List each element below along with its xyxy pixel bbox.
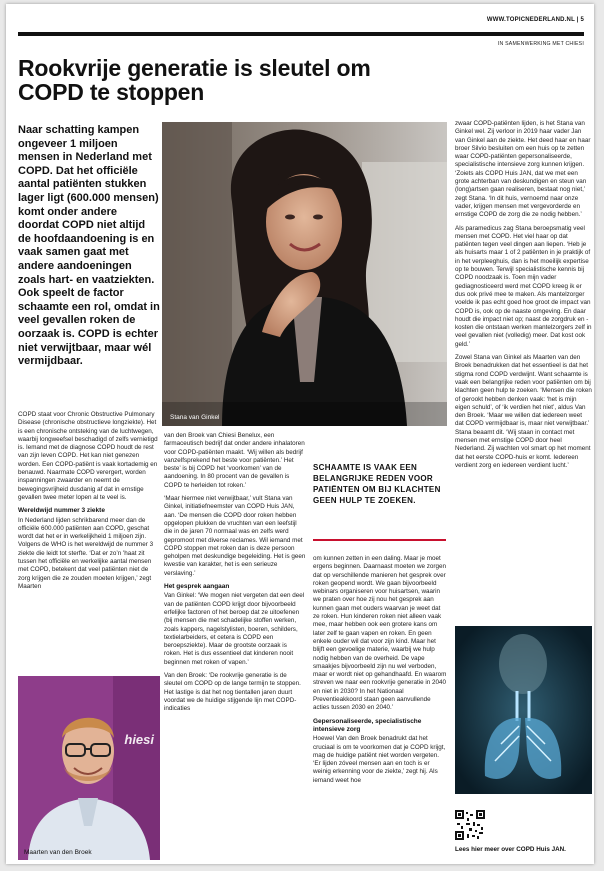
- page-url: WWW.TOPICNEDERLAND.NL | 5: [486, 17, 584, 23]
- chiesi-logo: hiesi: [124, 732, 154, 747]
- column-2: [164, 432, 306, 862]
- lead-paragraph: Naar schatting kampen ongeveer 1 miljoen mensen in Nederland met COPD. Dat het officiële aantal patiënten stukken lager ligt (600.000 mensen) komt onder andere doordat COPD niet altijd de hoofdaandoening is en vaak samen gaat met andere aandoeningen zoals hart- en vaatziekten. Ook speelt de factor schaamte een rol, omdat in veel gevallen roken de oorzaak is. COPD is echter niet verwijtbaar, maar wél vermijdbaar.: [18, 124, 160, 368]
- photo-maarten-van-den-broek: [18, 676, 160, 860]
- headline: Rookvrije generatie is sleutel om COPD te stoppen: [18, 55, 371, 105]
- body-paragraph: ‘Maar hiermee niet verwijtbaar,’ vult Stana van Ginkel, initiatiefneemster van COPD Huis JAN, aan. ‘De mensen die COPD door roken hebben opgelopen plukken de vruchten van een leefstijl die in de jaren 70 normaal was en zelfs werd gepromoot met diverse reclames. Wil iemand met COPD stoppen met roken dan is deze persoon geholpen met deskundige begeleiding. Het is geen kwestie van karakter, het is een serieuze verslaving.’: [164, 495, 306, 577]
- body-paragraph: Hoewel Van den Broek benadrukt dat het cruciaal is om te voorkomen dat je COPD krijgt, mag de huidige patiënt niet worden vergeten. ‘Er lijden zóveel mensen aan en toch is er weinig erkenning voor de ziekte,’ zegt hij. Als iemand weet hoe: [313, 735, 446, 784]
- header-rule: [18, 32, 584, 36]
- column-4: [455, 120, 592, 620]
- pull-quote-rule: [313, 539, 446, 541]
- qr-label: Lees hier meer over COPD Huis JAN.: [455, 846, 566, 853]
- pull-quote: SCHAAMTE IS VAAK EEN BELANGRIJKE REDEN VOOR PATIËNTEN OM BIJ KLACHTEN GEEN HULP TE ZOEKEN.: [313, 463, 441, 505]
- body-paragraph: Van den Broek: ‘De rookvrije generatie is de sleutel om COPD op de lange termijn te stoppen. Het lastige is dat het nog tientallen jaren duurt voordat we de huidige stijgende lijn met COPD-indicaties: [164, 672, 301, 713]
- column-1: [18, 411, 158, 669]
- collaboration-note: IN SAMENWERKING MET CHIESI: [497, 41, 584, 47]
- column-3: [313, 555, 448, 862]
- body-paragraph: om kunnen zetten in een daling. Maar je moet ergens beginnen. Daarnaast moeten we zorgen dat op verschillende manieren het gesprek over roken geopend wordt. We gaan bijvoorbeeld webinars organiseren voor huisartsen, waarin we praten over hoe zij nou het gesprek aan kunnen gaan met ouders waarvan je weet dat ze roken. Hun kinderen roken niet alleen vaak mee, maar hebben ook een grotere kans om later zelf te gaan vapen en roken. En geen enkele ouder wil dat voor zijn kind. Maar het blijft een gevoelige materie, waarbij we hulp nodig hebben van de overheid. De vape smaakjes bijvoorbeeld zijn nu wel verboden, maar er wordt niet op gehandhaafd. En waarom streven we naar een rookvrije generatie in 2040 en niet in 2030? In het Nationaal Preventieakkoord staan geen aanvullende acties tussen 2030 en 2040.’: [313, 555, 447, 712]
- body-paragraph: Als paramedicus zag Stana beroepsmatig veel mensen met COPD. Het viel haar op dat patiënten tegen veel dingen aan liepen. ‘Heb je als huisarts maar 1 of 2 patiënten in je praktijk of in het verpleeghuis, dan is het moeilijk expertise op te bouwen. Terwijl specialistische kennis bij COPD noodzaak is. Toen mijn vader gediagnosticeerd werd met COPD kreeg ik er dus ook privé mee te maken. Als mantelzorger voelde ik pas echt goed hoe groot de impact van COPD is, ook op de naaste omgeving. En daar houdt die impact niet op; naast de zorgdruk en -kosten die ontstaan werken mantelzorgers zelf in veel gevallen niet (volledig) meer. Dat kost ook geld.’: [455, 224, 592, 348]
- body-paragraph: In Nederland lijden schrikbarend meer dan de officiële 600.000 patiënten aan COPD, geschat wordt dat het er in werkelijkheid 1 miljoen zijn. Volgens de WHO is het wereldwijd de nummer 3 ziekte die leidt tot sterfte. ‘Dat er zo’n 'haat zit tussen het officiële en werkelijke aantal mensen met COPD, betekent dat veel patiënten niet de zorg krijgen die ze zouden moeten krijgen,’ zegt Maarten: [18, 516, 154, 590]
- subheading: Gepersonaliseerde, specialistische intensieve zorg: [313, 717, 422, 733]
- body-paragraph: zwaar COPD-patiënten lijden, is het Stana van Ginkel wel. Zij verloor in 2019 haar vader Jan van Ginkel aan de ziekte. Het deed haar en haar broer Silvio besluiten om een huis op te zetten waar COPD-patiënten gepersonaliseerde, specialistische intensieve zorg kunnen krijgen. ‘Zoiets als COPD Huis JAN, dat we met een grote achterban van deskundigen en steun van (long)artsen gaan realiseren, bestaat nog niet,’ zegt Stana. ‘In dit huis, vernoemd naar onze vader, krijgen mensen met vergevorderde en ernstige COPD de zorg die ze nodig hebben.’: [455, 120, 591, 219]
- article-page: [6, 4, 594, 864]
- lungs-illustration: [455, 626, 592, 794]
- body-paragraph: COPD staat voor Chronic Obstructive Pulmonary Disease (chronische obstructieve longziekte). Het is een chronische ontsteking van de luchtwegen, waarbij longweefsel beschadigd of zelfs vernietigd is. Iemand met de diagnose COPD houdt de rest van zijn leven COPD. Het kan niet genezen worden. Een COPD-patiënt is vaak kortademig en benauwd. Naarmate COPD verergert, worden inspanningen zwaarder en neemt de bewegingsvrijheid dusdanig af dat in ernstige gevallen twee meter lopen al te veel is.: [18, 411, 158, 501]
- body-paragraph: van den Broek van Chiesi Benelux, een farmaceutisch bedrijf dat onder andere inhalatoren voor COPD-patiënten maakt. ‘Wij willen als bedrijf vanzelfsprekend het beste voor patiënten.’ Het beste’ is bij COPD het ‘voorkomen’ van de aandoening. In 80 procent van de gevallen is COPD te herleiden tot roken.’: [164, 432, 305, 489]
- lungs-image: [455, 626, 592, 794]
- portrait-image: [18, 676, 160, 860]
- subheading: Wereldwijd nummer 3 ziekte: [18, 507, 105, 515]
- body-paragraph: Zowel Stana van Ginkel als Maarten van den Broek benadrukken dat het essentieel is dat het stigma rond COPD verdwijnt. Want schaamte is vaak een belangrijke reden voor patiënten om bij klachten geen hulp te zoeken. ‘Mensen die roken of gerookt hebben denken vaak: ‘het is mijn eigen schuld’, of ‘ik verdien het niet’, aldus Van den Broek. ‘Maar we willen dat iedereen weet dat COPD vermijdbaar is, maar niet verwijtbaar.’ Stana beaamt dit. ‘Wij staan in contact met mensen met ernstige COPD door heel Nederland. Zij wachten vol smart op het moment dat het eerste COPD-huis er komt. Iedereen verdient zorg en iedereen verdient lucht.’: [455, 354, 592, 469]
- photo-caption: Maarten van den Broek: [24, 849, 92, 856]
- body-paragraph: Van Ginkel: ‘We mogen niet vergeten dat een deel van de patiënten COPD krijgt door bijvoorbeeld erfelijke factoren of het beroep dat ze uitoefenen (bij mensen die met schadelijke stoffen werken, zoals kappers, nagelstylisten, boeren, schilders, textielarbeiders, et cetera is COPD een beroepsziekte). Maar de grootste oorzaak is roken. Het is dus essentieel dat kinderen nooit beginnen met roken of vapen.’: [164, 592, 305, 666]
- photo-caption: Stana van Ginkel: [170, 414, 220, 421]
- photo-stana-van-ginkel: [162, 122, 447, 426]
- portrait-image: [162, 122, 447, 426]
- subheading: Het gesprek aangaan: [164, 583, 230, 591]
- qr-code-icon[interactable]: [455, 810, 485, 840]
